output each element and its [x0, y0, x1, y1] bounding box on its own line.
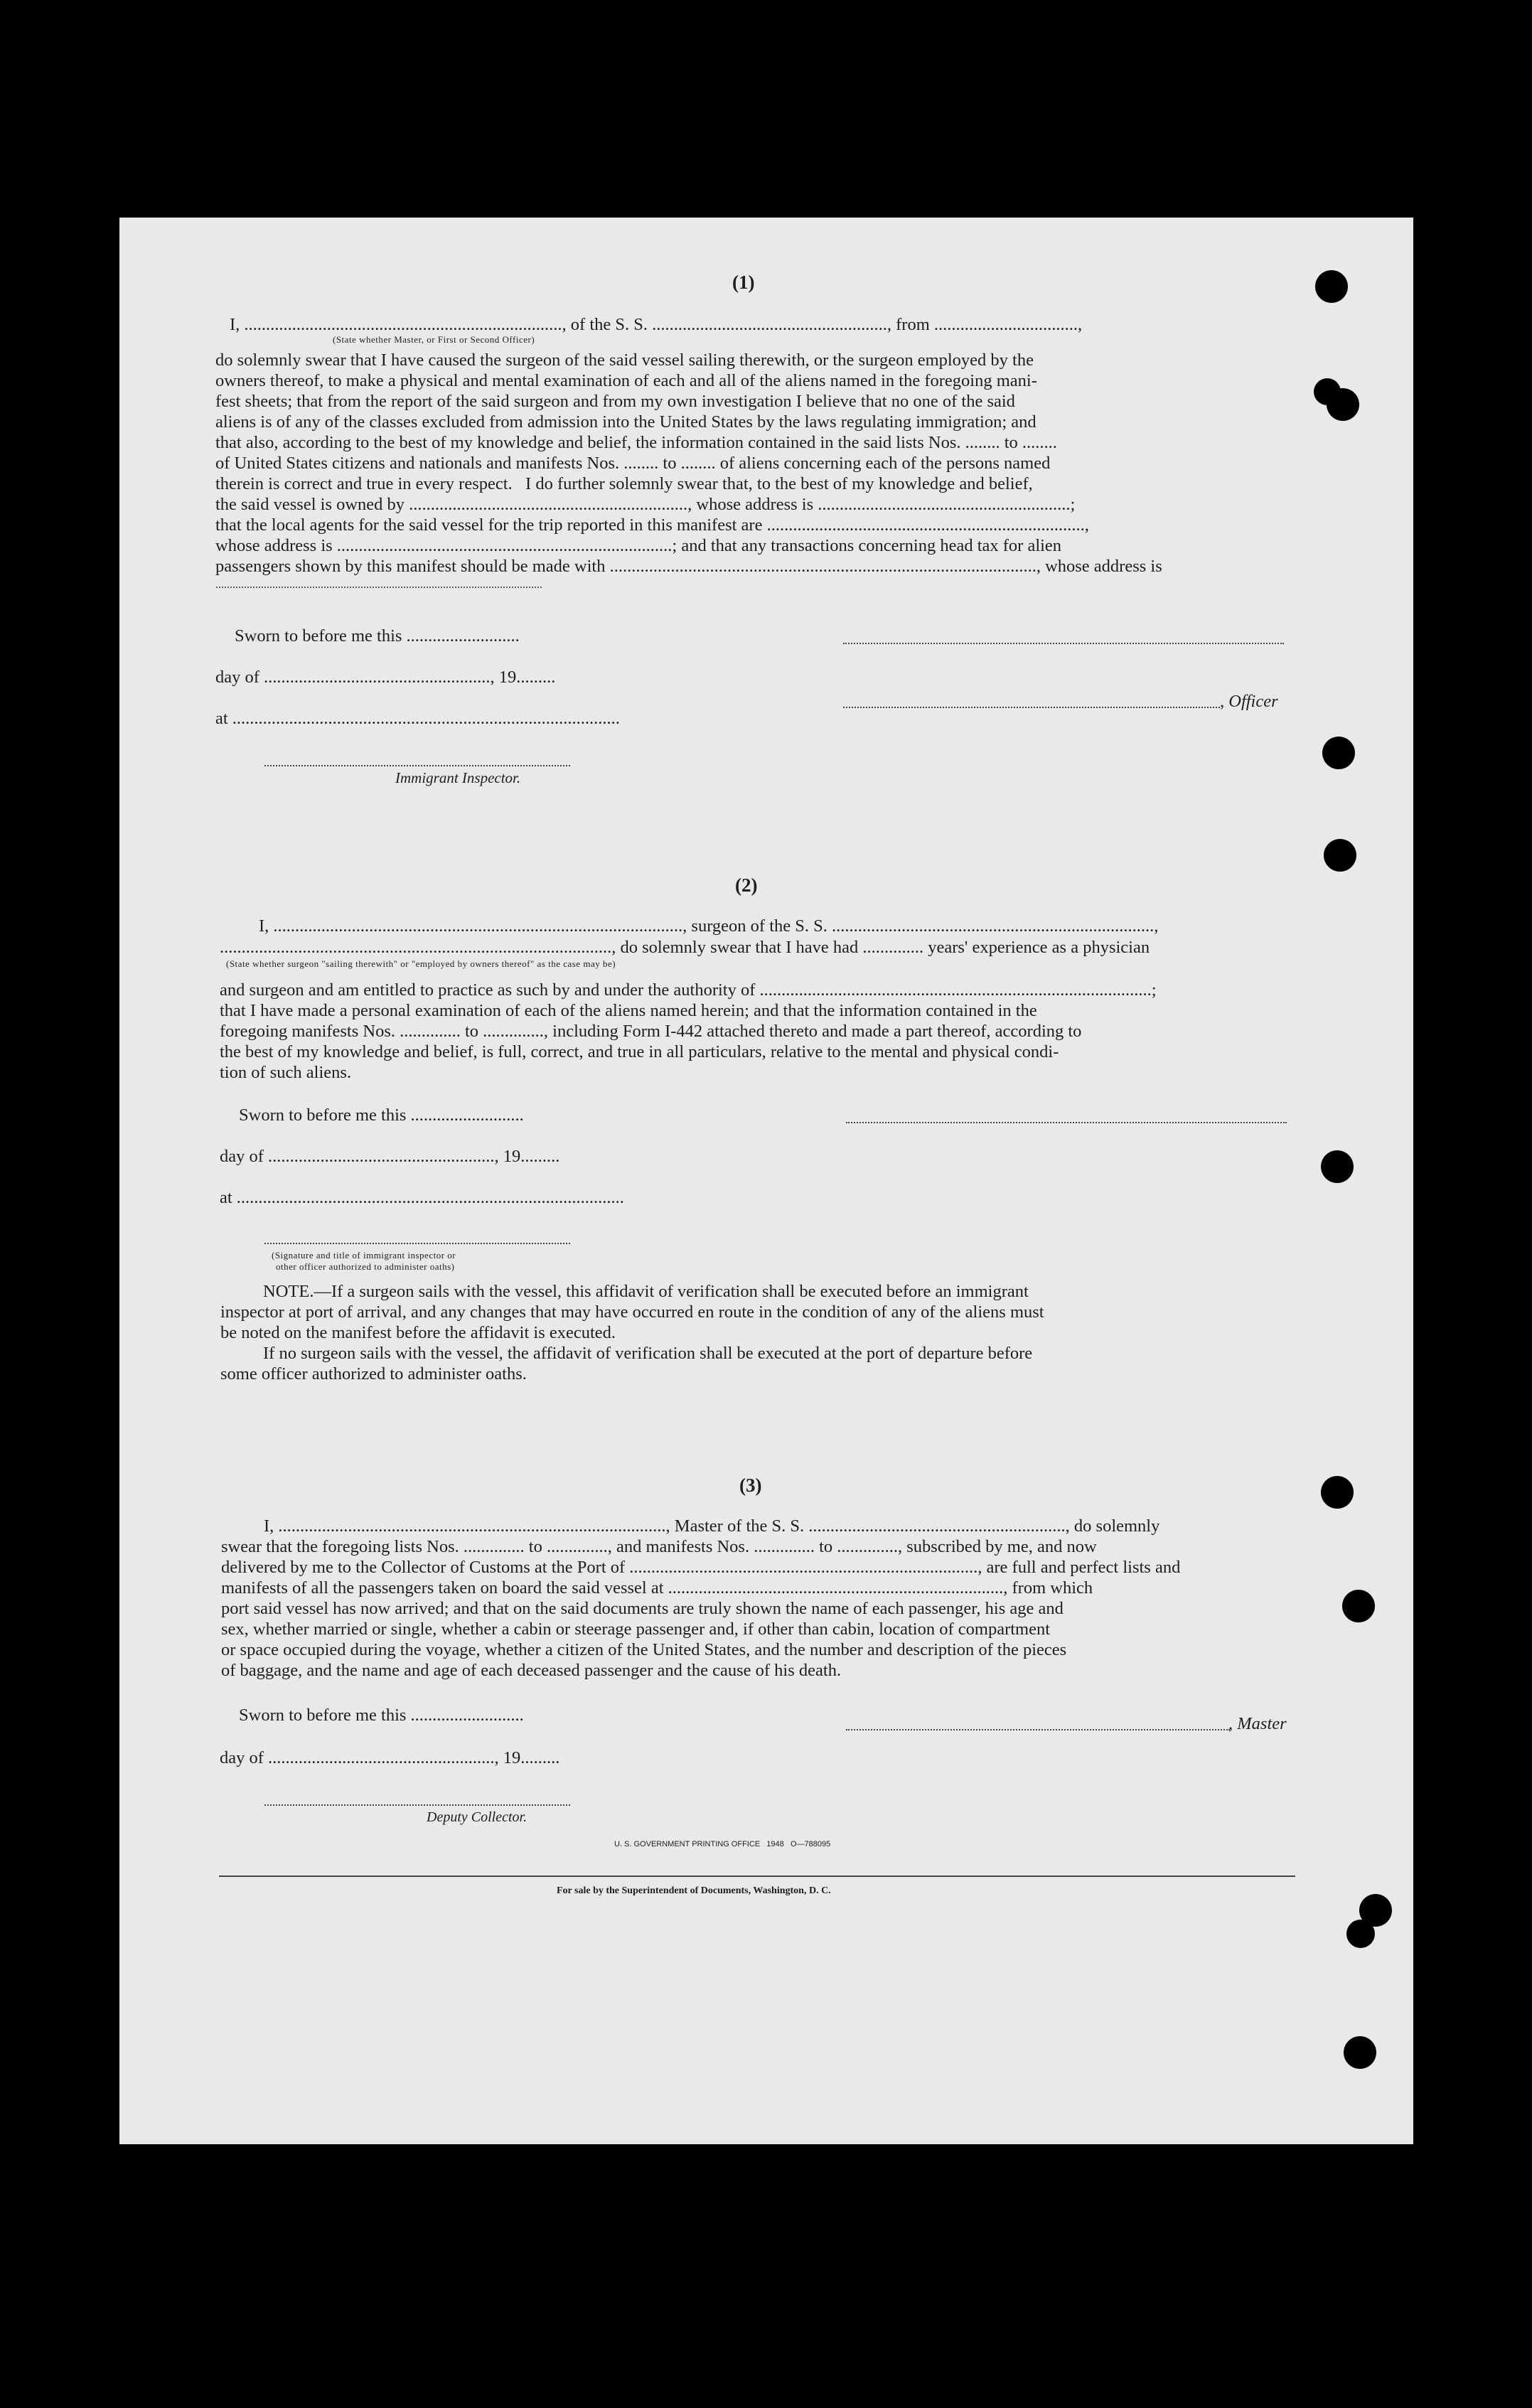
para-line: tion of such aliens. [220, 1063, 352, 1082]
para-line: or space occupied during the voyage, whether a citizen of the United States, and the number and description of the pieces [221, 1640, 1067, 1659]
section-1-sworn[interactable]: Sworn to before me this .......................... [235, 626, 520, 646]
section-1-at[interactable]: at ......................................................................................... [215, 709, 620, 728]
for-sale-notice: For sale by the Superintendent of Documents, Washington, D. C. [557, 1885, 831, 1896]
footer-rule [219, 1875, 1295, 1877]
para-line[interactable]: whose address is .............................................................................; and that any transactions concerning head tax for alien [215, 536, 1062, 555]
deputy-collector-signature-line[interactable] [264, 1804, 570, 1806]
punch-hole [1342, 1590, 1375, 1622]
section-1-number: (1) [732, 272, 755, 293]
para-line[interactable]: that the local agents for the said vessel for the trip reported in this manifest are ........................................................................., [215, 515, 1089, 535]
note-line: If no surgeon sails with the vessel, the affidavit of verification shall be executed at the port of departure before [263, 1344, 1033, 1363]
inspector-signature-line[interactable] [264, 765, 570, 766]
para-line[interactable]: delivered by me to the Collector of Customs at the Port of ................................................................................, are full and perfect lists and [221, 1558, 1181, 1577]
para-line[interactable]: ................................................................................................................... [215, 579, 542, 591]
para-line[interactable]: foregoing manifests Nos. .............. to .............., including Form I-442 attached thereto and made a part thereof, according to [220, 1022, 1082, 1041]
para-line: aliens is of any of the classes excluded from admission into the United States by the laws regulating immigration; and [215, 412, 1036, 432]
section-2-signature-caption-2: other officer authorized to administer oaths) [276, 1261, 455, 1272]
punch-hole [1346, 1920, 1375, 1948]
para-line: port said vessel has now arrived; and that on the said documents are truly shown the name of each passenger, his age and [221, 1599, 1064, 1618]
para-line[interactable]: the said vessel is owned by ................................................................, whose address is ..........................................................; [215, 495, 1076, 514]
section-2-inspector-signature-line[interactable] [264, 1243, 570, 1244]
officer-label: , Officer [1220, 692, 1278, 711]
punch-hole [1315, 270, 1348, 303]
punch-hole [1344, 2036, 1376, 2069]
para-line[interactable]: of United States citizens and nationals and manifests Nos. ........ to ........ of aliens concerning each of the persons named [215, 454, 1051, 473]
para-line[interactable]: passengers shown by this manifest should be made with .................................................................................................., whose address is [215, 557, 1162, 576]
section-2-sworn[interactable]: Sworn to before me this .......................... [239, 1106, 524, 1125]
section-2-number: (2) [735, 874, 758, 896]
section-2-opening-line[interactable]: I, .............................................................................................., surgeon of the S. S. .........................................................................., [259, 916, 1159, 936]
punch-hole [1322, 737, 1355, 769]
para-line: therein is correct and true in every respect. I do further solemnly swear that, to the best of my knowledge and belief, [215, 474, 1033, 493]
printing-office-imprint: U. S. GOVERNMENT PRINTING OFFICE 1948 O—788095 [614, 1840, 831, 1848]
section-1-caption: (State whether Master, or First or Second Officer) [333, 334, 535, 345]
para-line: that I have made a personal examination of each of the aliens named herein; and that the information contained in the [220, 1001, 1037, 1020]
section-2-second-line[interactable]: .........................................................................................., do solemnly swear that I have had .............. years' experience as a physician [220, 938, 1150, 957]
note-line: inspector at port of arrival, and any changes that may have occurred en route in the condition of any of the aliens must [220, 1302, 1044, 1322]
section-2-caption: (State whether surgeon "sailing therewith" or "employed by owners thereof" as the case may be) [226, 958, 616, 969]
para-line: owners thereof, to make a physical and mental examination of each and all of the aliens named in the foregoing mani- [215, 371, 1037, 390]
section-1-signature-line-1[interactable] [843, 643, 1284, 644]
para-line: the best of my knowledge and belief, is full, correct, and true in all particulars, relative to the mental and physical condi- [220, 1042, 1059, 1061]
section-2-signature-caption-1: (Signature and title of immigrant inspector or [272, 1250, 456, 1261]
immigrant-inspector-label: Immigrant Inspector. [395, 769, 521, 786]
para-line: sex, whether married or single, whether a cabin or steerage passenger and, if other than cabin, location of compartment [221, 1620, 1051, 1639]
section-2-signature-line[interactable] [846, 1122, 1287, 1123]
punch-hole [1314, 378, 1341, 405]
para-line[interactable]: that also, according to the best of my knowledge and belief, the information contained in the said lists Nos. ........ to ........ [215, 433, 1057, 452]
punch-hole [1321, 1476, 1354, 1509]
para-line[interactable]: and surgeon and am entitled to practice as such by and under the authority of ..........................................................................................; [220, 980, 1157, 1000]
section-2-day[interactable]: day of ...................................................., 19......... [220, 1147, 560, 1166]
section-2-at[interactable]: at ......................................................................................... [220, 1188, 624, 1207]
section-1-opening-line[interactable]: I, ........................................................................., of the S. S. ......................................................, from ................................., [230, 315, 1083, 334]
section-3-day[interactable]: day of ...................................................., 19......... [220, 1748, 560, 1767]
note-line: some officer authorized to administer oaths. [220, 1364, 527, 1384]
para-line[interactable]: I, ........................................................................................., Master of the S. S. ..........................................................., do solemnly [264, 1516, 1160, 1536]
para-line[interactable]: manifests of all the passengers taken on board the said vessel at ............................................................................., from which [221, 1578, 1093, 1598]
section-3-number: (3) [739, 1475, 762, 1496]
section-1-day[interactable]: day of ...................................................., 19......... [215, 668, 556, 687]
document-page [119, 218, 1413, 2144]
punch-hole [1321, 1150, 1354, 1183]
para-line: fest sheets; that from the report of the said surgeon and from my own investigation I believe that no one of the said [215, 392, 1015, 411]
para-line: of baggage, and the name and age of each deceased passenger and the cause of his death. [221, 1661, 842, 1680]
para-line[interactable]: swear that the foregoing lists Nos. .............. to .............., and manifests Nos. .............. to .............., subscribed by me, and now [221, 1537, 1097, 1556]
master-signature-line[interactable] [846, 1729, 1230, 1730]
note-line: be noted on the manifest before the affidavit is executed. [220, 1323, 616, 1342]
para-line: do solemnly swear that I have caused the surgeon of the said vessel sailing therewith, or the surgeon employed by the [215, 351, 1034, 370]
note-line: NOTE.—If a surgeon sails with the vessel, this affidavit of verification shall be executed before an immigrant [263, 1282, 1029, 1301]
deputy-collector-label: Deputy Collector. [427, 1809, 527, 1825]
punch-hole [1324, 839, 1356, 872]
section-1-signature-line-2[interactable] [843, 707, 1220, 708]
master-label: , Master [1228, 1714, 1287, 1733]
section-3-sworn[interactable]: Sworn to before me this .......................... [239, 1706, 524, 1725]
